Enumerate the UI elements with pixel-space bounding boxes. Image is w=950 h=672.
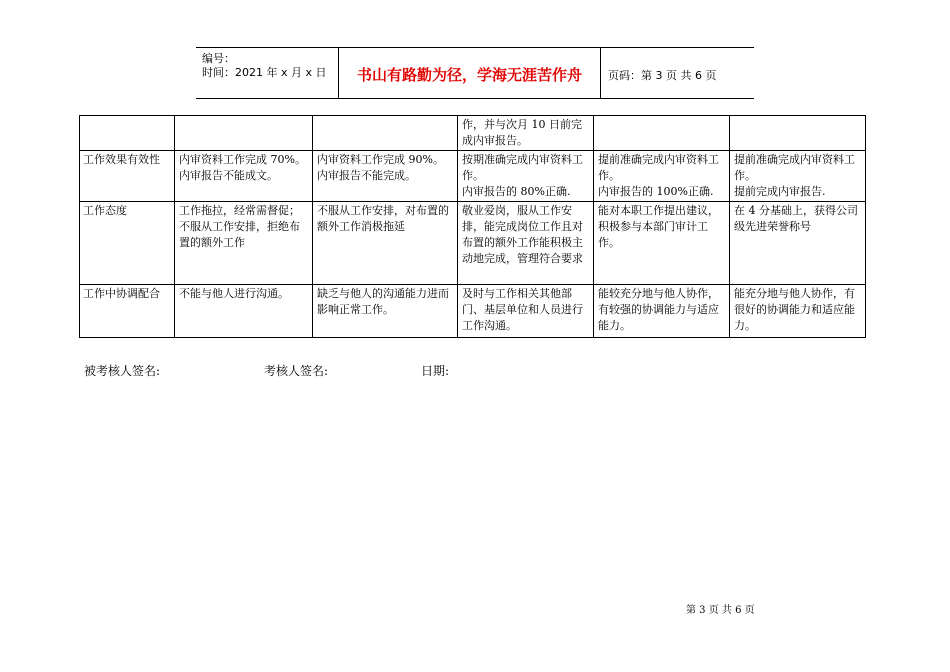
header-motto: 书山有路勤为径，学海无涯苦作舟 [356, 66, 582, 84]
assessor-signature-label: 考核人签名: [264, 364, 329, 378]
score-level-cell: 内审资料工作完成 90%。 内审报告不能完成。 [313, 151, 458, 202]
date-label: 日期: [421, 364, 450, 378]
score-level-cell: 能较充分地与他人协作，有较强的协调能力与适应能力。 [594, 285, 730, 338]
score-level-cell: 不能与他人进行沟通。 [175, 285, 313, 338]
score-level-cell: 敬业爱岗，服从工作安排，能完成岗位工作且对布置的额外工作能积极主动地完成，管理符合要求 [458, 202, 594, 285]
criterion-cell: 工作中协调配合 [80, 285, 175, 338]
table-row [80, 202, 866, 285]
score-level-cell: 在 4 分基础上，获得公司级先进荣誉称号 [730, 202, 866, 285]
score-level-cell: 提前准确完成内审资料工作。 提前完成内审报告. [730, 151, 866, 202]
score-level-cell: 缺乏与他人的沟通能力进而影响正常工作。 [313, 285, 458, 338]
assessee-signature-label: 被考核人签名: [84, 364, 161, 378]
table-row [80, 285, 866, 338]
score-level-cell [313, 116, 458, 151]
criterion-cell: 工作效果有效性 [80, 151, 175, 202]
page-header [196, 47, 754, 99]
score-level-cell: 提前准确完成内审资料工作。 内审报告的 100%正确. [594, 151, 730, 202]
score-level-cell [175, 116, 313, 151]
score-level-cell: 能充分地与他人协作，有很好的协调能力和适应能力。 [730, 285, 866, 338]
score-level-cell: 不服从工作安排，对布置的额外工作消极拖延 [313, 202, 458, 285]
table-row [80, 151, 866, 202]
document-date-label: 时间：2021 年 x 月 x 日 [202, 66, 327, 79]
score-level-cell [730, 116, 866, 151]
document-number-label: 编号： [202, 52, 235, 65]
evaluation-table [79, 115, 866, 338]
header-page-number: 页码：第 3 页 共 6 页 [608, 69, 717, 82]
header-divider [600, 48, 601, 98]
score-level-cell: 按期准确完成内审资料工作。 内审报告的 80%正确. [458, 151, 594, 202]
criterion-cell [80, 116, 175, 151]
score-level-cell [594, 116, 730, 151]
header-meta [202, 52, 327, 80]
table-row [80, 116, 866, 151]
score-level-cell: 内审资料工作完成 70%。 内审报告不能成文。 [175, 151, 313, 202]
criterion-cell: 工作态度 [80, 202, 175, 285]
score-level-cell: 及时与工作相关其他部门、基层单位和人员进行工作沟通。 [458, 285, 594, 338]
score-level-cell: 能对本职工作提出建议，积极参与本部门审计工作。 [594, 202, 730, 285]
score-level-cell: 作，并与次月 10 日前完成内审报告。 [458, 116, 594, 151]
page-footer: 第 3 页 共 6 页 [686, 605, 755, 616]
score-level-cell: 工作拖拉，经常需督促；不服从工作安排，拒绝布置的额外工作 [175, 202, 313, 285]
